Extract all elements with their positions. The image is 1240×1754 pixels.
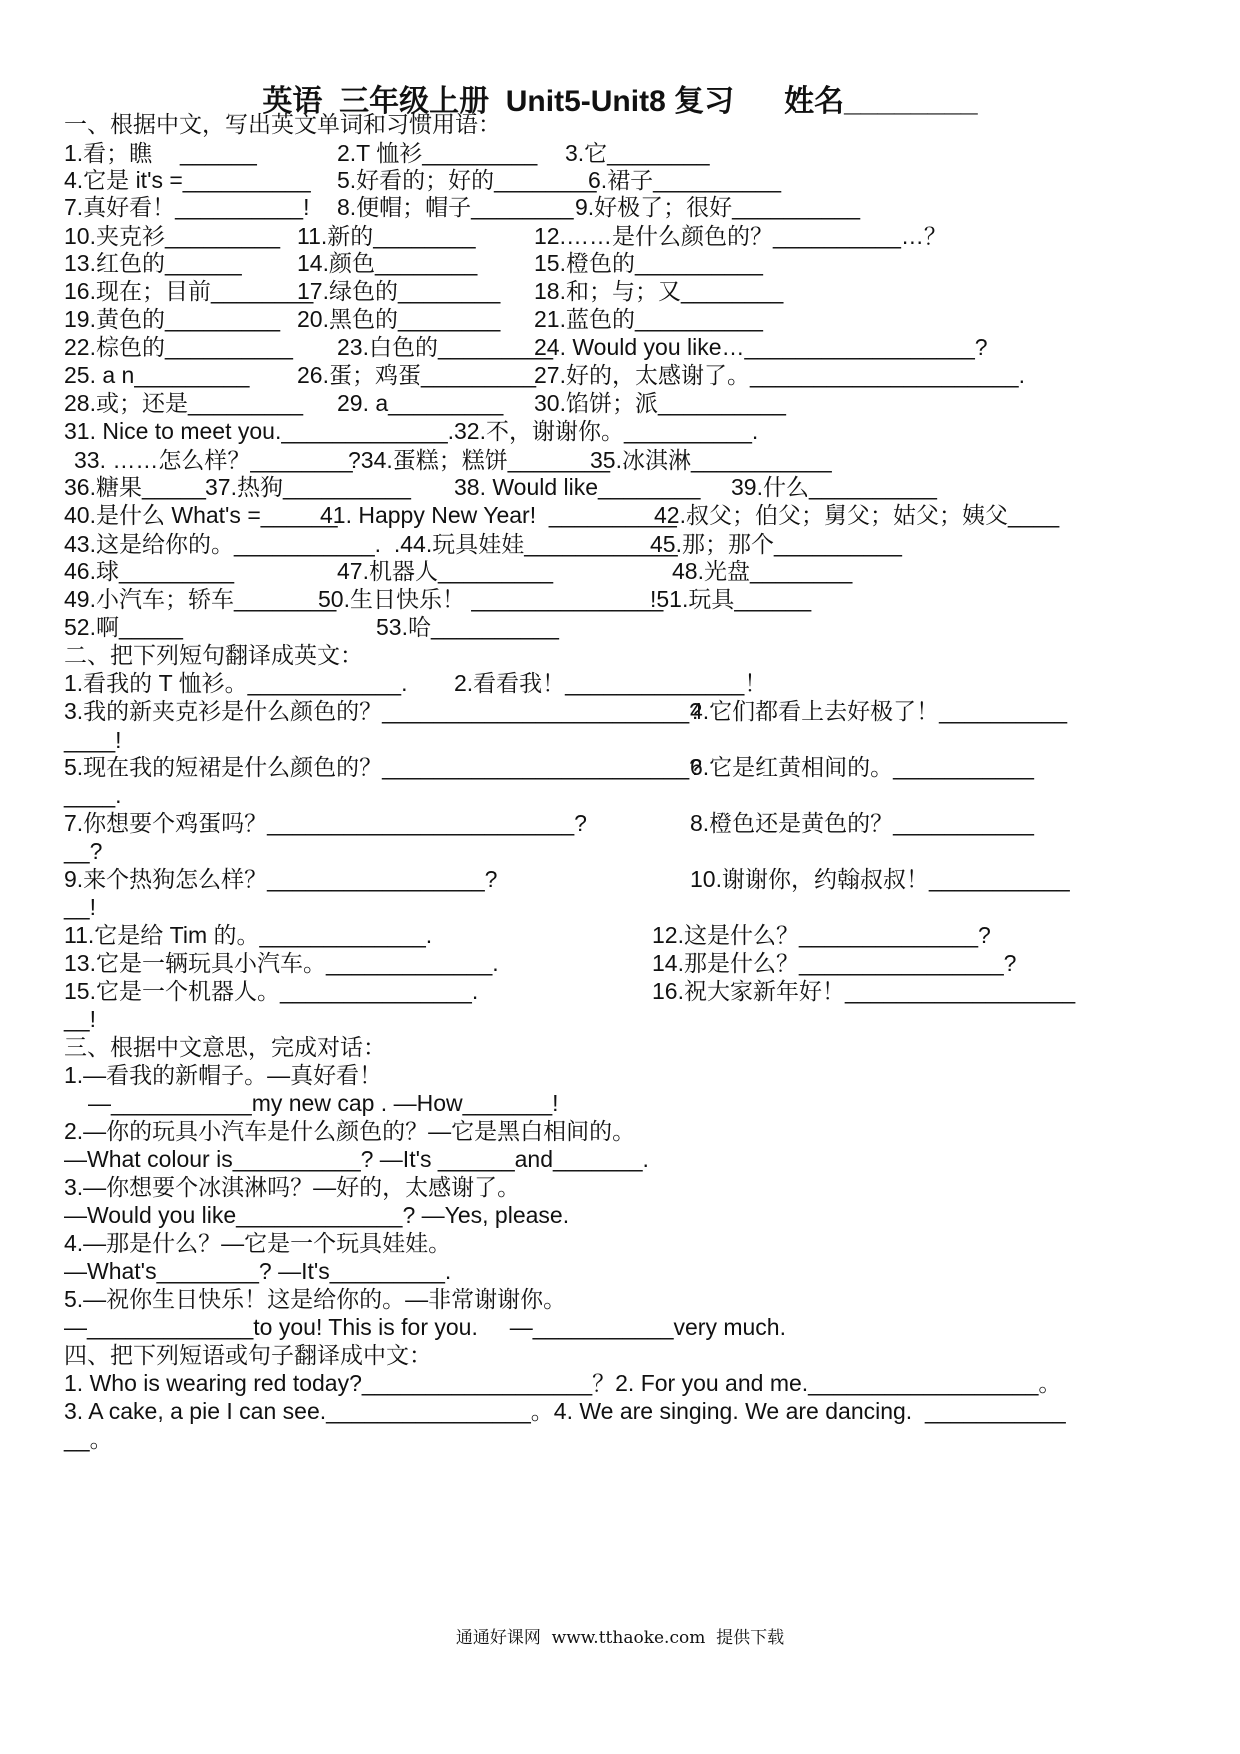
vocab-item: 23.白色的_________ xyxy=(337,334,554,360)
vocab-item: 1.看；瞧 xyxy=(64,140,153,166)
dialog-prompt: 2.—你的玩具小汽车是什么颜色的？—它是黑白相间的。 xyxy=(64,1118,636,1144)
translate-item: 15.它是一个机器人。_______________. xyxy=(64,978,479,1004)
vocab-blank: ______ xyxy=(180,140,257,166)
vocab-item: 3.它________ xyxy=(565,140,710,166)
translate-item: 14.那是什么？________________? xyxy=(652,950,1017,976)
vocab-item: 52.啊_____ xyxy=(64,614,183,640)
vocab-item: 37.热狗__________ xyxy=(205,474,411,500)
vocab-item: 35.冰淇淋___________ xyxy=(590,447,832,473)
vocab-item: 50.生日快乐！ _______________ xyxy=(318,586,664,612)
vocab-item: 20.黑色的________ xyxy=(297,306,501,332)
vocab-item: 18.和；与；又________ xyxy=(534,278,784,304)
vocab-item: 5.好看的；好的________ xyxy=(337,167,597,193)
vocab-item: 49.小汽车；轿车________ xyxy=(64,586,337,612)
section-3-heading: 三、根据中文意思，完成对话： xyxy=(64,1034,386,1060)
translate-item: 5.现在我的短裙是什么颜色的？________________________? xyxy=(64,754,702,780)
vocab-item: 10.夹克衫_________ xyxy=(64,223,281,249)
translate-item: 4.它们都看上去好极了！__________ xyxy=(690,698,1068,724)
translate-item: 12.这是什么？______________? xyxy=(652,922,991,948)
dialog-blank-line: —What colour is__________? —It's ______and_______. xyxy=(64,1146,649,1172)
vocab-item: 53.哈__________ xyxy=(376,614,559,640)
vocab-item: 25. a n_________ xyxy=(64,362,250,388)
section-1-heading: 一、根据中文，写出英文单词和习惯用语： xyxy=(64,111,501,137)
dialog-prompt: 5.—祝你生日快乐！这是给你的。—非常谢谢你。 xyxy=(64,1286,567,1312)
translate-item-continued: __! xyxy=(64,894,96,920)
vocab-item: 6.裙子__________ xyxy=(588,167,782,193)
vocab-item: 12.……是什么颜色的？__________…？ xyxy=(534,223,947,249)
vocab-item: 7.真好看！__________! xyxy=(64,194,310,220)
vocab-item: 46.球_________ xyxy=(64,558,235,584)
vocab-item: 26.蛋；鸡蛋_________ xyxy=(297,362,537,388)
translate-item-continued: __? xyxy=(64,838,103,864)
translate-item: 13.它是一辆玩具小汽车。_____________. xyxy=(64,950,499,976)
vocab-item: 33. ……怎么样？________ xyxy=(74,447,353,473)
vocab-item: 29. a_________ xyxy=(337,390,504,416)
vocab-item: 8.便帽；帽子________ xyxy=(337,194,574,220)
dialog-blank-line: —What's________? —It's_________. xyxy=(64,1258,452,1284)
vocab-item: 43.这是给你的。___________. .44.玩具娃娃____________ xyxy=(64,531,678,557)
vocab-item: 13.红色的______ xyxy=(64,250,242,276)
vocab-item: 17.绿色的________ xyxy=(297,278,501,304)
dialog-blank-line: —_____________to you! This is for you. —___________very much. xyxy=(64,1314,786,1340)
translate-item-continued: ____. xyxy=(64,782,122,808)
vocab-item: 4.它是 it's =__________ xyxy=(64,167,311,193)
vocab-item: 42.叔父；伯父；舅父；姑父；姨父____ xyxy=(654,502,1060,528)
vocab-item: 24. Would you like…__________________? xyxy=(534,334,988,360)
vocab-item: 47.机器人_________ xyxy=(337,558,554,584)
vocab-item: 16.现在；目前________ xyxy=(64,278,314,304)
vocab-item: 45.那；那个__________ xyxy=(650,531,902,557)
vocab-item: 48.光盘________ xyxy=(672,558,853,584)
dialog-blank-line: —Would you like_____________? —Yes, please. xyxy=(64,1202,570,1228)
vocab-item: 41. Happy New Year! __________ xyxy=(320,502,677,528)
vocab-item: 27.好的，太感谢了。_____________________. xyxy=(534,362,1025,388)
dialog-prompt: 4.—那是什么？—它是一个玩具娃娃。 xyxy=(64,1230,452,1256)
vocab-item: ?34.蛋糕；糕饼________ xyxy=(348,447,611,473)
vocab-item: 39.什么__________ xyxy=(731,474,937,500)
page-title: 英语 三年级上册 Unit5-Unit8 复习 姓名________ xyxy=(262,85,978,118)
vocab-item: 11.新的________ xyxy=(297,223,476,249)
dialog-prompt: 1.—看我的新帽子。—真好看！ xyxy=(64,1062,383,1088)
dialog-blank-line: —___________my new cap . —How_______! xyxy=(88,1090,559,1116)
dialog-prompt: 3.—你想要个冰淇淋吗？—好的，太感谢了。 xyxy=(64,1174,521,1200)
translate-item: 8.橙色还是黄色的？___________ xyxy=(690,810,1034,836)
vocab-item: 31. Nice to meet you._____________. xyxy=(64,418,455,444)
translate-cn-line: 3. A cake, a pie I can see.________________。4. We are singing. We are dancing. ___________ xyxy=(64,1398,1066,1424)
translate-item: 7.你想要个鸡蛋吗？________________________? xyxy=(64,810,587,836)
vocab-item: 36.糖果_____ xyxy=(64,474,206,500)
translate-item: 3.我的新夹克衫是什么颜色的？________________________? xyxy=(64,698,702,724)
vocab-item: 38. Would like________ xyxy=(454,474,701,500)
vocab-item: 15.橙色的__________ xyxy=(534,250,763,276)
page-footer: 通通好课网 www.tthaoke.com 提供下载 xyxy=(455,1628,785,1648)
vocab-item: 40.是什么 What's =______ xyxy=(64,502,338,528)
vocab-item: !51.玩具______ xyxy=(650,586,812,612)
translate-item-continued: ____! xyxy=(64,727,122,753)
translate-cn-continued: __。 xyxy=(64,1426,113,1452)
section-4-heading: 四、把下列短语或句子翻译成中文： xyxy=(64,1342,432,1368)
vocab-item: 2.T 恤衫_________ xyxy=(337,140,538,166)
translate-item: 11.它是给 Tim 的。_____________. xyxy=(64,922,433,948)
vocab-item: 22.棕色的__________ xyxy=(64,334,293,360)
translate-item: 1.看我的 T 恤衫。____________. xyxy=(64,670,408,696)
vocab-item: 28.或；还是_________ xyxy=(64,390,304,416)
translate-item-continued: __! xyxy=(64,1006,96,1032)
translate-item: 10.谢谢你，约翰叔叔！___________ xyxy=(690,866,1070,892)
vocab-item: 30.馅饼；派__________ xyxy=(534,390,786,416)
vocab-item: 9.好极了；很好__________ xyxy=(575,194,861,220)
vocab-item: 14.颜色________ xyxy=(297,250,478,276)
section-2-heading: 二、把下列短句翻译成英文： xyxy=(64,642,363,668)
translate-item: 6.它是红黄相间的。___________ xyxy=(690,754,1034,780)
translate-cn-line: 1. Who is wearing red today?__________________？2. For you and me.__________________。 xyxy=(64,1370,1062,1396)
translate-item: 16.祝大家新年好！__________________ xyxy=(652,978,1076,1004)
vocab-item: 32.不，谢谢你。__________. xyxy=(454,418,759,444)
vocab-item: 19.黄色的_________ xyxy=(64,306,281,332)
translate-item: 2.看看我！______________！ xyxy=(454,670,768,696)
vocab-item: 21.蓝色的__________ xyxy=(534,306,763,332)
translate-item: 9.来个热狗怎么样？_________________? xyxy=(64,866,498,892)
